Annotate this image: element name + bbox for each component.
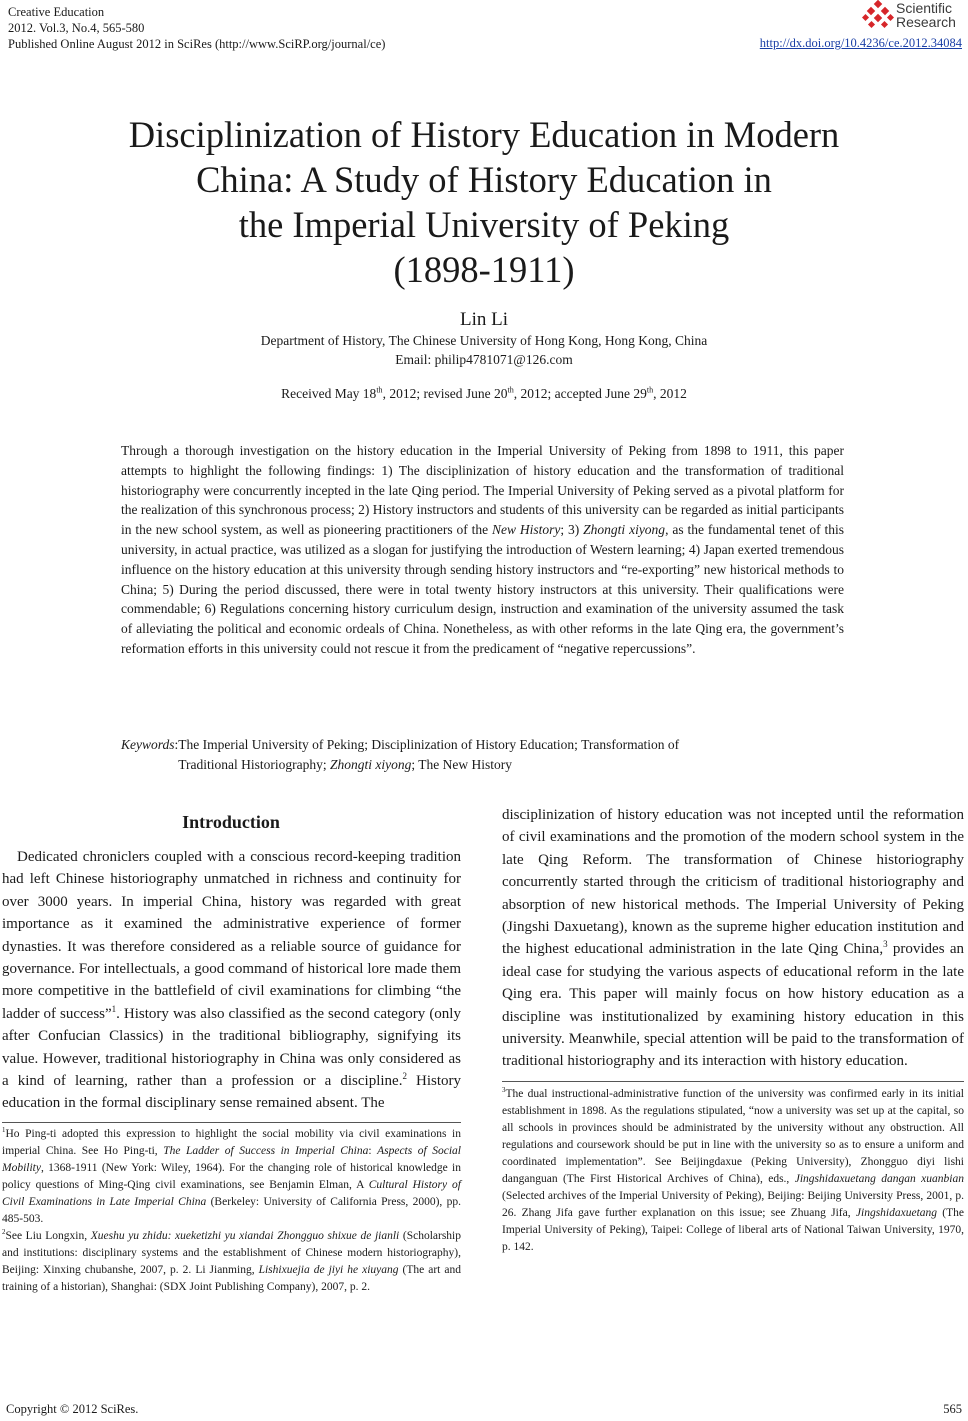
title-line-3: the Imperial University of Peking	[238, 204, 730, 245]
logo-line-2: Research	[896, 14, 956, 30]
received-dates: Received May 18th, 2012; revised June 20th, 2012; accepted June 29th, 2012	[281, 385, 687, 401]
author-email: Email: philip4781071@126.com	[395, 352, 573, 367]
section-heading-introduction: Introduction	[182, 812, 280, 832]
running-header	[8, 4, 385, 52]
keywords: Keywords: The Imperial University of Peking; Disciplinization of History Education; Transformation of Traditional Historiography; Zhongti xiyong; The New History	[121, 735, 881, 775]
left-column	[2, 846, 461, 1296]
right-column	[502, 804, 964, 1256]
volume-info: 2012. Vol.3, No.4, 565-580	[8, 21, 145, 35]
scientific-research-diamond-logo-icon	[862, 0, 894, 32]
author-name: Lin Li	[459, 309, 509, 330]
logo-wordmark	[896, 1, 956, 29]
footnote-3: $^3$The dual instructional-administrative function of the university was confirmed early in its initial establishment in 1898. As the regulations stipulated, “now a university was set up at the capital, so all schools in provinces should be administrated by the university without any obstruction. All regulations and coursework should be put in line with the university so as to ensure a uniform and coordinated implementation”. See Beijingdaxue (Peking University), Zhongguo diyi lishi danganguan (The First Historical Archives of China), eds., Jingshidaxuetang dangan xuanbian (Selected archives of the Imperial University of Peking), Beijing: Beijing University Press, 2001, p. 26. Zhang Jifa gave further explanation on this issue; see Zhuang Jifa, Jingshidaxuetang (The Imperial University of Peking), Taipei: College of liberal arts of National Taiwan University, 1970, p. 142.	[502, 1087, 964, 1253]
keywords-line-2: Traditional Historiography; Zhongti xiyong; The New History	[178, 756, 513, 772]
doi-link[interactable]: http://dx.doi.org/10.4236/ce.2012.34084	[759, 36, 962, 50]
footnote-rule-right	[502, 1081, 964, 1082]
author-affiliation: Department of History, The Chinese University of Hong Kong, Hong Kong, China	[260, 333, 708, 348]
intro-paragraph-right: disciplinization of history education was not incepted until the reformation of civil examinations and the promotion of the modern school system in the late Qing Reform. The transformation of Chinese historiography concurrently started through the criticism of traditional historiography and absorption of new historical methods. The Imperial University of Peking (Jingshi Daxuetang), known as the supreme higher education institution and the highest educational administration in the late Qing China,$^3$ provides an ideal case for studying the various aspects of educational reform in the late Qing era. This paper will mainly focus on how history education as a discipline was institutionalized by examining history education in this university. Meanwhile, special attention will be paid to the transformation of traditional historiography and its interaction with history education.	[502, 807, 964, 1070]
publication-info: Published Online August 2012 in SciRes (http://www.SciRP.org/journal/ce)	[8, 37, 386, 51]
journal-name: Creative Education	[8, 5, 105, 19]
logo-line-1: Scientific	[896, 0, 953, 16]
paper-title	[0, 112, 968, 292]
title-line-4: (1898-1911)	[393, 249, 575, 290]
keywords-label: Keywords	[121, 737, 175, 752]
abstract: Through a thorough investigation on the history education in the Imperial University of Peking from 1898 to 1911, this paper attempts to highlight the following findings: 1) The disciplinization of history education and the transformation of traditional historiography were concurrently incepted in the late Qing period. The Imperial University of Peking served as a pivotal platform for the realization of this synchronous process; 2) History instructors and students of this university can be regarded as initial participants in the new school system, as well as pioneering practitioners of the New History; 3) Zhongti xiyong, as the fundamental tenet of this university, in actual practice, was utilized as a slogan for justifying the introduction of Western learning; 4) Japan exerted tremendous influence on the history education at this university through sending history instructors and “re-exporting” new historical methods to China; 5) During the period discussed, there were in total twenty history instructors at this university. Their qualifications were commendable; 6) Regulations concerning history curriculum design, instruction and examination of the university assumed the task of alleviating the political and economic ordeals of China. Nonetheless, as with other reforms in the late Qing era, the government’s reformation efforts in this university could not rescue it from the predicament of “negative repercussions”.	[121, 443, 844, 656]
page-number: 565	[943, 1402, 962, 1416]
footnote-1: $^1$Ho Ping-ti adopted this expression to highlight the social mobility via civil examinations in imperial China. See Ho Ping-ti, The Ladder of Success in Imperial China: Aspects of Social Mobility, 1368-1911 (New York: Wiley, 1964). For the changing role of historical knowledge in policy questions of Ming-Qing civil examinations, see Benjamin Elman, A Cultural History of Civil Examinations in Late Imperial China (Berkeley: University of California Press, 2000), pp. 485-503.	[2, 1127, 461, 1225]
title-line-1: Disciplinization of History Education in Modern	[128, 114, 840, 155]
keywords-line-1: The Imperial University of Peking; Disciplinization of History Education; Transformation of	[178, 737, 680, 752]
copyright-notice: Copyright © 2012 SciRes.	[6, 1402, 139, 1416]
intro-paragraph-left: Dedicated chroniclers coupled with a conscious record-keeping tradition had left Chinese historiography unmatched in richness and continuity for over 3000 years. In imperial China, history was regarded with great importance as it examined the administrative experience of former dynasties. It was therefore considered as a reliable source of guidance for governance. For intellectuals, a good command of historical lore made them more competitive in the battlefield of civil examinations for climbing “the ladder of success”$^1$. History was also classified as the second category (only after Confucian Classics) in the traditional bibliography, signifying its value. However, traditional historiography in China was only considered as a kind of learning, rather than a profession or a discipline.$^2$ History education in the formal disciplinary sense remained absent. The	[2, 849, 462, 1112]
publisher-logo	[862, 0, 962, 34]
author-affiliation-block	[0, 331, 968, 369]
footnote-rule-left	[2, 1122, 461, 1123]
footnote-2: $^2$See Liu Longxin, Xueshu yu zhidu: xueketizhi yu xiandai Zhongguo shixue de jianli (Scholarship and institutions: disciplinary systems and the establishment of Chinese modern historiography), Beijing: Xinxing chubanshe, 2007, p. 2. Li Jianming, Lishixuejia de jiyi he xiuyang (The art and training of a historian), Shanghai: (SDX Joint Publishing Company), 2007, p. 2.	[2, 1229, 461, 1293]
title-line-2: China: A Study of History Education in	[196, 159, 772, 200]
